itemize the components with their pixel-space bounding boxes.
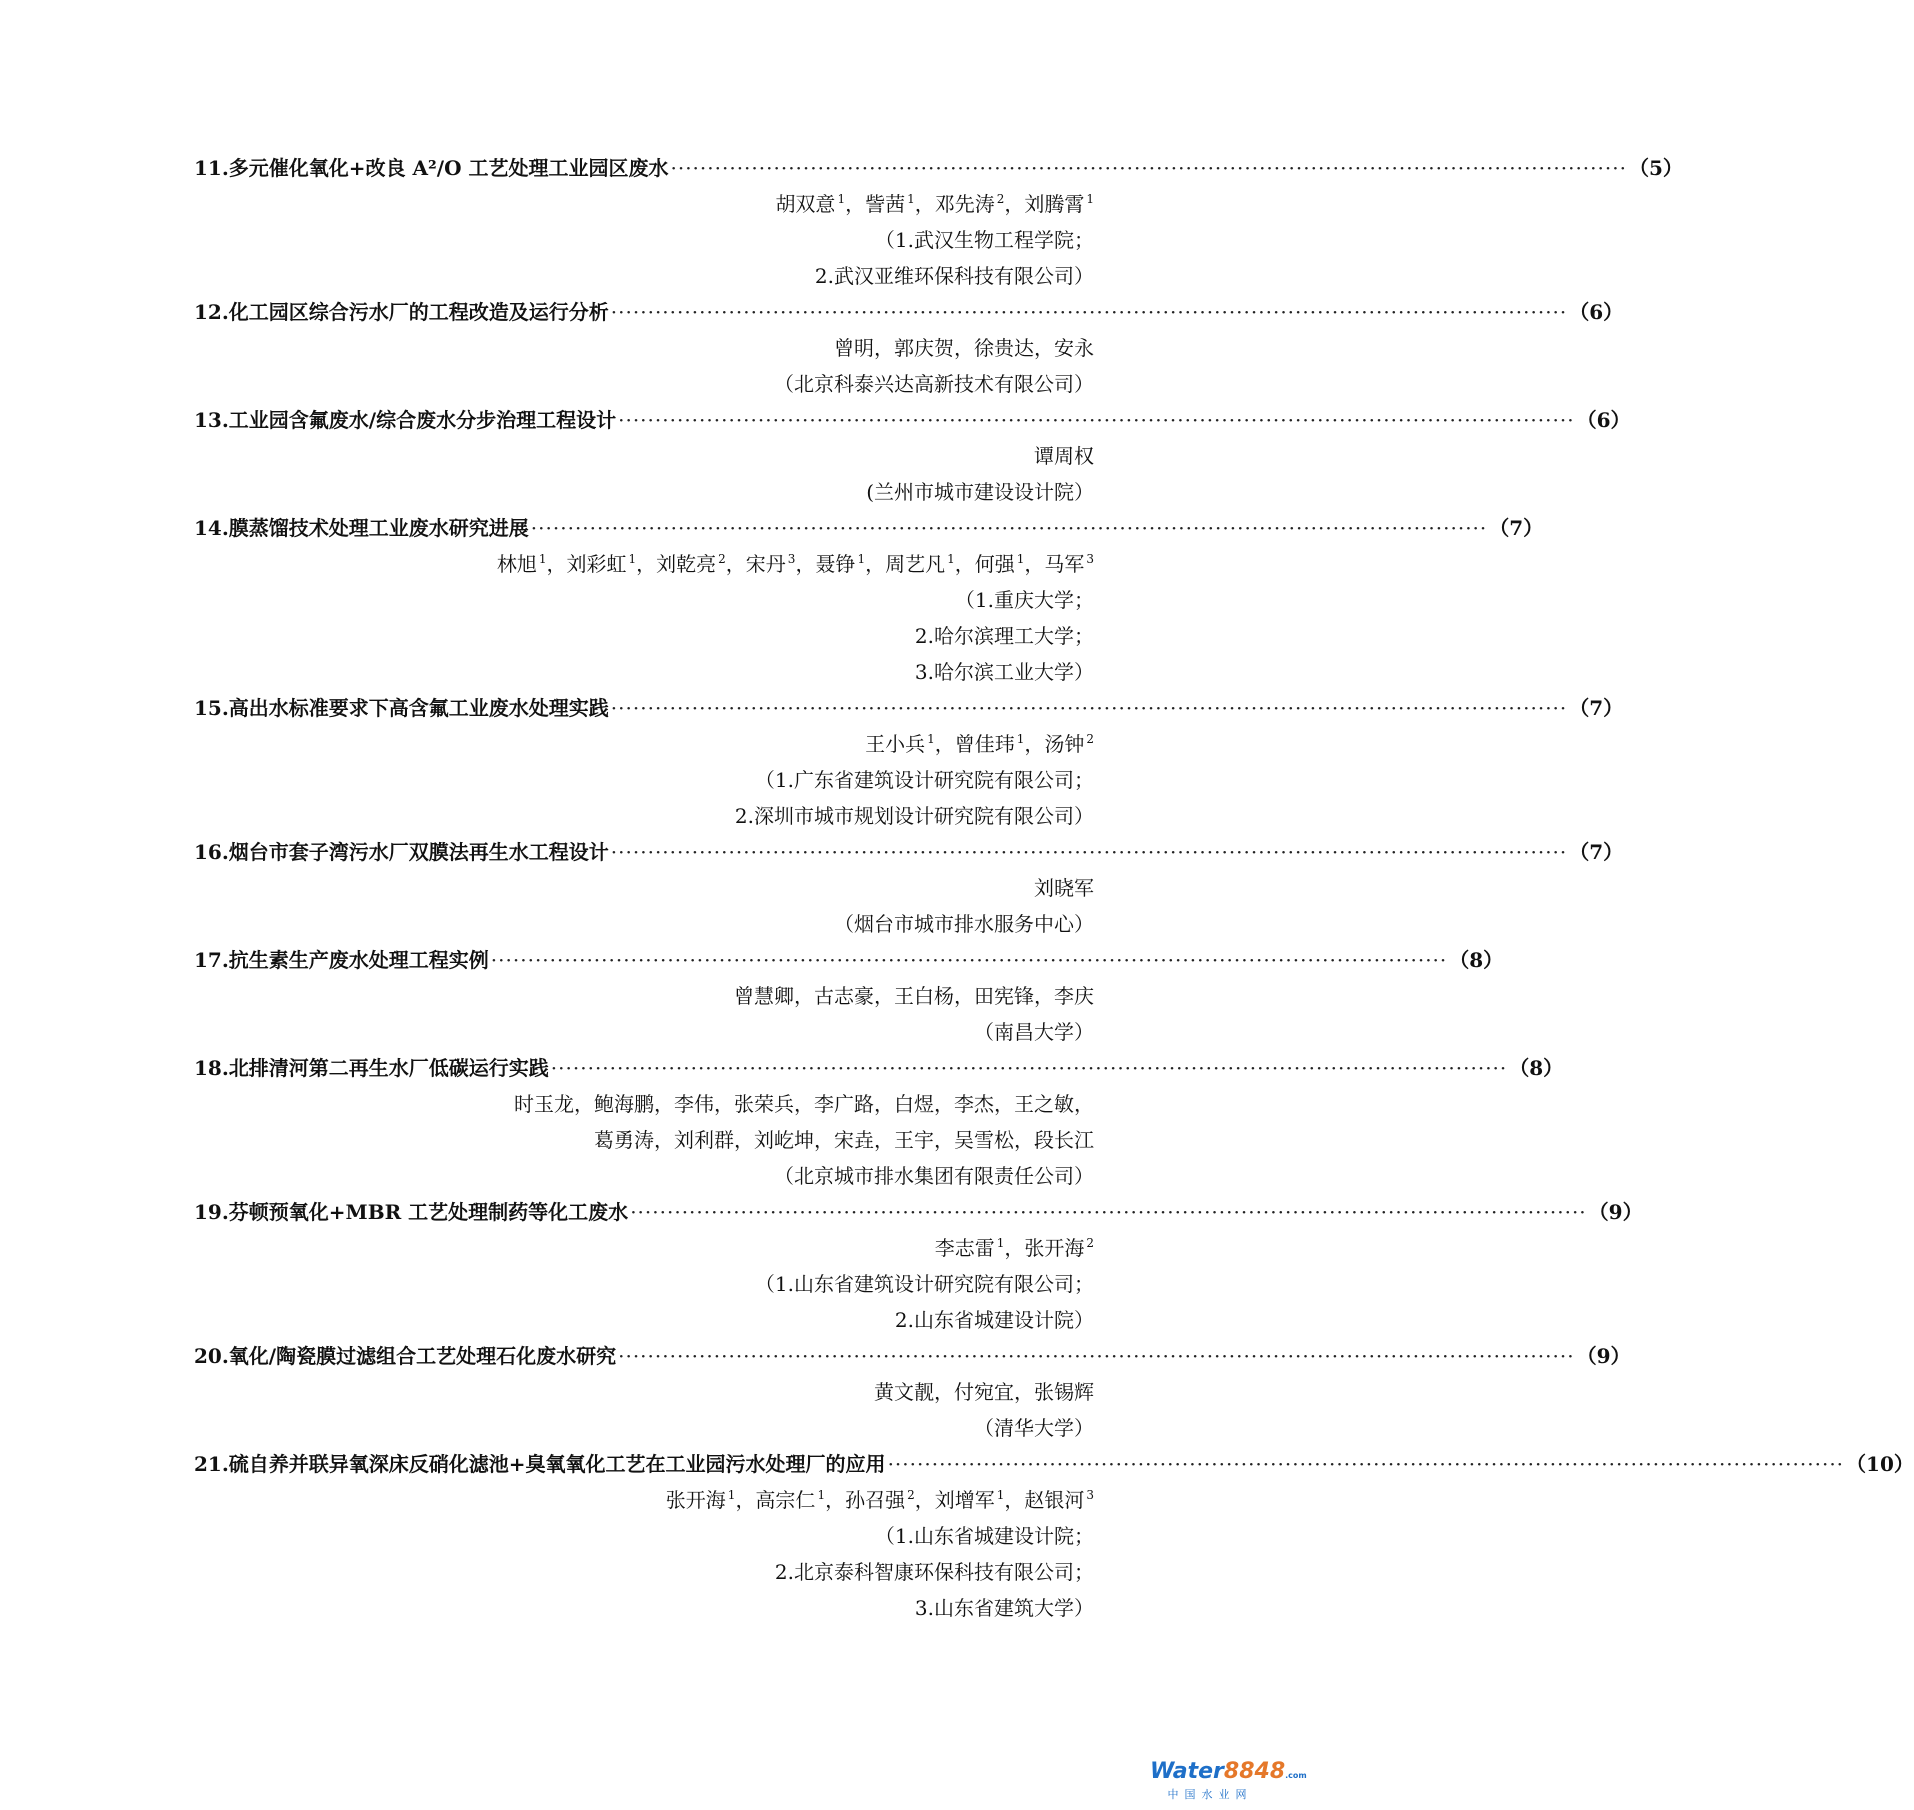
entry-affiliation	[194, 1554, 1094, 1590]
entry-title-row[interactable]	[194, 150, 1683, 186]
entry-affiliation	[194, 762, 1094, 798]
entry-number: 12.	[194, 300, 229, 324]
logo-word-water: Water	[1150, 1759, 1224, 1784]
entry-affiliation	[194, 474, 1094, 510]
entry-title: 高出水标准要求下高含氟工业废水处理实践	[228, 696, 609, 720]
toc-entry	[194, 1194, 1643, 1338]
affiliation-superscript: 1	[927, 732, 935, 746]
dot-leader: ··································································································································	[610, 300, 1568, 324]
entry-affiliation	[194, 1122, 1094, 1158]
text-segment: 胡双意	[775, 192, 836, 216]
entry-number: 16.	[194, 840, 229, 864]
toc-entry	[194, 942, 1504, 1050]
entry-number: 17.	[194, 948, 229, 972]
entry-authors	[194, 330, 1094, 366]
dot-leader: ··································································································································	[670, 156, 1627, 180]
entry-page-number: （7）	[1489, 516, 1544, 540]
toc-entry	[194, 1446, 1914, 1626]
text-segment: 2.北京泰科智康环保科技有限公司；	[774, 1560, 1094, 1584]
text-segment: ，周艺凡	[865, 552, 946, 576]
text-segment: （清华大学）	[974, 1416, 1094, 1440]
text-segment: 2.哈尔滨理工大学；	[914, 624, 1094, 648]
affiliation-superscript: 1	[538, 552, 547, 566]
text-segment: ，何强	[954, 552, 1015, 576]
toc-entry	[194, 294, 1624, 402]
entry-affiliation	[194, 906, 1094, 942]
toc-entry	[194, 150, 1683, 294]
text-segment: 曾明，郭庆贺，徐贵达，安永	[834, 336, 1094, 360]
text-segment: 3.山东省建筑大学）	[914, 1596, 1094, 1620]
entry-title-row[interactable]	[194, 1194, 1643, 1230]
entry-page-number: （6）	[1576, 408, 1631, 432]
text-segment: ，邓先涛	[914, 192, 995, 216]
text-segment: （1.重庆大学；	[954, 588, 1094, 612]
entry-affiliation	[194, 258, 1094, 294]
text-segment: ，马军	[1024, 552, 1085, 576]
entry-page-number: （5）	[1628, 156, 1683, 180]
entry-affiliation	[194, 1014, 1094, 1050]
water8848-logo[interactable]	[1150, 1759, 1307, 1804]
entry-affiliation	[194, 1266, 1094, 1302]
entry-title-row[interactable]	[194, 690, 1624, 726]
logo-wordmark	[1150, 1759, 1307, 1788]
entry-page-number: （9）	[1576, 1344, 1631, 1368]
entry-page-number: （7）	[1569, 840, 1624, 864]
entry-title: 化工园区综合污水厂的工程改造及运行分析	[228, 300, 609, 324]
text-segment: ，张开海	[1004, 1236, 1085, 1260]
text-segment: ，刘增军	[914, 1488, 995, 1512]
dot-leader: ··································································································································	[550, 1056, 1508, 1080]
entry-title: 烟台市套子湾污水厂双膜法再生水工程设计	[228, 840, 609, 864]
text-segment: 葛勇涛，刘利群，刘屹坤，宋垚，王宇，吴雪松，段长江	[594, 1128, 1094, 1152]
entry-affiliation	[194, 1158, 1094, 1194]
entry-affiliation	[194, 582, 1094, 618]
affiliation-superscript: 1	[996, 1488, 1005, 1502]
affiliation-superscript: 1	[628, 552, 637, 566]
entry-authors	[194, 546, 1094, 582]
text-segment: （1.山东省城建设计院；	[874, 1524, 1094, 1548]
entry-affiliation	[194, 366, 1094, 402]
entry-number: 15.	[194, 696, 229, 720]
text-segment: ，孙召强	[825, 1488, 906, 1512]
affiliation-superscript: 1	[996, 1236, 1005, 1250]
entry-authors	[194, 1086, 1094, 1122]
entry-affiliation	[194, 222, 1094, 258]
toc-entry	[194, 510, 1544, 690]
entry-number: 19.	[194, 1200, 229, 1224]
entry-title: 多元催化氧化+改良 A²/O 工艺处理工业园区废水	[228, 156, 669, 180]
entry-title-row[interactable]	[194, 1446, 1914, 1482]
text-segment: 谭周权	[1034, 444, 1094, 468]
entry-page-number: （7）	[1569, 696, 1624, 720]
text-segment: 曾慧卿，古志豪，王白杨，田宪锋，李庆	[734, 984, 1094, 1008]
entry-authors	[194, 1230, 1094, 1266]
text-segment: ，聂铮	[795, 552, 856, 576]
text-segment: （南昌大学）	[974, 1020, 1094, 1044]
entry-number: 18.	[194, 1056, 229, 1080]
entry-affiliation	[194, 798, 1094, 834]
affiliation-superscript: 3	[1086, 1488, 1094, 1502]
text-segment: ，赵银河	[1004, 1488, 1085, 1512]
entry-title: 芬顿预氧化+MBR 工艺处理制药等化工废水	[228, 1200, 629, 1224]
text-segment: ，汤钟	[1024, 732, 1085, 756]
affiliation-superscript: 1	[947, 552, 955, 566]
entry-authors	[194, 1374, 1094, 1410]
entry-number: 11.	[194, 156, 229, 180]
text-segment: ，高宗仁	[735, 1488, 816, 1512]
entry-affiliation	[194, 1302, 1094, 1338]
toc-entry	[194, 402, 1631, 510]
toc-entry	[194, 1338, 1631, 1446]
affiliation-superscript: 1	[1016, 732, 1025, 746]
text-segment: （北京科泰兴达高新技术有限公司）	[774, 372, 1094, 396]
toc-entry	[194, 690, 1624, 834]
affiliation-superscript: 2	[1086, 732, 1094, 746]
dot-leader: ··································································································································	[530, 516, 1488, 540]
toc-entry	[194, 834, 1624, 942]
entry-title-row[interactable]	[194, 1050, 1564, 1086]
text-segment: 张开海	[665, 1488, 726, 1512]
text-segment: ，宋丹	[725, 552, 786, 576]
entry-affiliation	[194, 1590, 1094, 1626]
entry-affiliation	[194, 1410, 1094, 1446]
entry-page-number: （8）	[1449, 948, 1504, 972]
entry-authors	[194, 1482, 1094, 1518]
dot-leader: ··································································································································	[610, 696, 1568, 720]
entry-title: 北排清河第二再生水厂低碳运行实践	[228, 1056, 549, 1080]
entry-title-row[interactable]	[194, 402, 1631, 438]
affiliation-superscript: 1	[857, 552, 866, 566]
text-segment: 3.哈尔滨工业大学）	[914, 660, 1094, 684]
entry-number: 21.	[194, 1452, 229, 1476]
text-segment: ，刘彩虹	[546, 552, 627, 576]
text-segment: ，曾佳玮	[934, 732, 1015, 756]
entry-affiliation	[194, 1518, 1094, 1554]
entry-number: 13.	[194, 408, 229, 432]
entry-page-number: （10）	[1846, 1452, 1914, 1476]
affiliation-superscript: 2	[907, 1488, 915, 1502]
affiliation-superscript: 1	[817, 1488, 826, 1502]
text-segment: ，刘腾霄	[1004, 192, 1085, 216]
entry-number: 20.	[194, 1344, 229, 1368]
entry-title: 硫自养并联异氧深床反硝化滤池+臭氧氧化工艺在工业园污水处理厂的应用	[228, 1452, 886, 1476]
text-segment: 王小兵	[865, 732, 926, 756]
dot-leader: ··································································································································	[490, 948, 1448, 972]
entry-title-row[interactable]	[194, 942, 1504, 978]
text-segment: 2.武汉亚维环保科技有限公司）	[814, 264, 1094, 288]
text-segment: 2.深圳市城市规划设计研究院有限公司）	[734, 804, 1094, 828]
text-segment: （1.山东省建筑设计研究院有限公司；	[754, 1272, 1094, 1296]
affiliation-superscript: 1	[837, 192, 846, 206]
logo-domain: .com	[1285, 1771, 1307, 1780]
dot-leader: ··································································································································	[618, 408, 1575, 432]
entry-title: 氧化/陶瓷膜过滤组合工艺处理石化废水研究	[228, 1344, 617, 1368]
text-segment: 时玉龙，鲍海鹏，李伟，张荣兵，李广路，白煜，李杰，王之敏，	[514, 1092, 1094, 1116]
logo-word-8848: 8848	[1223, 1759, 1286, 1784]
entry-title-row[interactable]	[194, 294, 1624, 330]
entry-number: 14.	[194, 516, 229, 540]
entry-affiliation	[194, 654, 1094, 690]
entry-authors	[194, 726, 1094, 762]
affiliation-superscript: 1	[907, 192, 915, 206]
entry-page-number: （9）	[1588, 1200, 1643, 1224]
entry-authors	[194, 978, 1094, 1014]
text-segment: ，刘乾亮	[636, 552, 717, 576]
entry-title-row[interactable]	[194, 510, 1544, 546]
text-segment: （北京城市排水集团有限责任公司）	[774, 1164, 1094, 1188]
entry-title: 工业园含氟废水/综合废水分步治理工程设计	[228, 408, 617, 432]
entry-authors	[194, 438, 1094, 474]
affiliation-superscript: 2	[718, 552, 726, 566]
text-segment: 黄文靓，付宛宜，张锡辉	[874, 1380, 1094, 1404]
text-segment: （烟台市城市排水服务中心）	[834, 912, 1094, 936]
entry-page-number: （6）	[1569, 300, 1624, 324]
entry-title: 膜蒸馏技术处理工业废水研究进展	[228, 516, 529, 540]
table-of-contents	[194, 150, 1914, 1626]
affiliation-superscript: 2	[996, 192, 1005, 206]
text-segment: (兰州市城市建设设计院）	[866, 480, 1094, 504]
toc-entry	[194, 1050, 1564, 1194]
text-segment: （1.广东省建筑设计研究院有限公司；	[754, 768, 1094, 792]
entry-page-number: （8）	[1509, 1056, 1564, 1080]
entry-authors	[194, 870, 1094, 906]
affiliation-superscript: 1	[1086, 192, 1094, 206]
text-segment: （1.武汉生物工程学院；	[874, 228, 1094, 252]
dot-leader: ··································································································································	[630, 1200, 1587, 1224]
text-segment: ，訾茜	[845, 192, 906, 216]
affiliation-superscript: 1	[1016, 552, 1025, 566]
affiliation-superscript: 1	[727, 1488, 736, 1502]
dot-leader: ··································································································································	[610, 840, 1568, 864]
text-segment: 刘晓军	[1034, 876, 1094, 900]
affiliation-superscript: 3	[787, 552, 796, 566]
dot-leader: ··································································································································	[887, 1452, 1845, 1476]
text-segment: 2.山东省城建设计院）	[894, 1308, 1094, 1332]
entry-title-row[interactable]	[194, 1338, 1631, 1374]
logo-chinese-name: 中国水业网	[1167, 1788, 1253, 1801]
affiliation-superscript: 3	[1086, 552, 1094, 566]
entry-affiliation	[194, 618, 1094, 654]
affiliation-superscript: 2	[1086, 1236, 1094, 1250]
entry-title: 抗生素生产废水处理工程实例	[228, 948, 489, 972]
entry-authors	[194, 186, 1094, 222]
entry-title-row[interactable]	[194, 834, 1624, 870]
text-segment: 林旭	[496, 552, 537, 576]
dot-leader: ··································································································································	[618, 1344, 1575, 1368]
text-segment: 李志雷	[934, 1236, 995, 1260]
